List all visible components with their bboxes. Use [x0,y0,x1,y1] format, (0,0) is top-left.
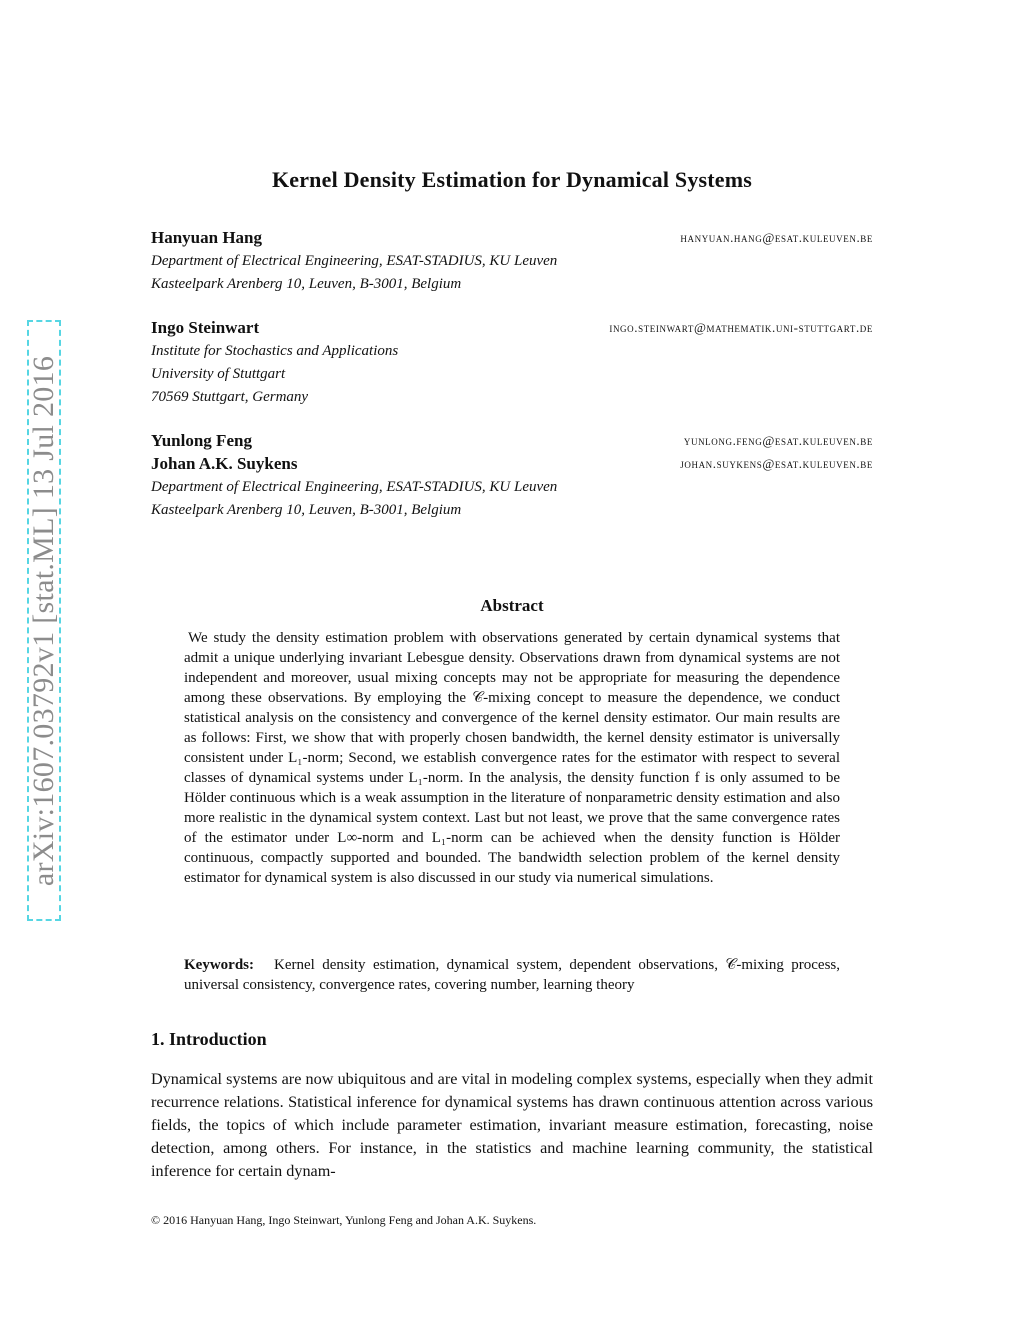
author-email[interactable]: yunlong.feng@esat.kuleuven.be [683,433,873,448]
author-email[interactable]: johan.suykens@esat.kuleuven.be [680,456,873,471]
author-row [151,454,873,476]
author-row [151,318,873,340]
keywords-text: Kernel density estimation, dynamical system, dependent observations, 𝒞-mixing process, universal consistency, convergence rates, covering number, learning theory [184,957,840,993]
arxiv-identifier: arXiv:1607.03792v1 [stat.ML] 13 Jul 2016 [27,355,60,886]
affiliation-line: 70569 Stuttgart, Germany [151,389,309,405]
affiliation [151,476,557,522]
copyright-footer: © 2016 Hanyuan Hang, Ingo Steinwart, Yunlong Feng and Johan A.K. Suykens. [151,1213,537,1227]
author-name: Yunlong Feng [151,431,252,450]
author-name: Johan A.K. Suykens [151,454,298,473]
affiliation [151,250,557,296]
affiliation-line: University of Stuttgart [151,366,286,382]
author-email[interactable]: hanyuan.hang@esat.kuleuven.be [680,230,873,245]
author-row [151,228,873,250]
abstract-text: We study the density estimation problem with observations generated by certain dynamical systems that admit a unique underlying invariant Lebesgue density. Observations drawn from dynamical systems are not independent and moreover, usual mixing concepts may not be appropriate for measuring the dependence among these observations. By employing the 𝒞-mixing concept to measure the dependence, we conduct statistical analysis on the consistency and convergence of the kernel density estimator. Our main results are as follows: First, we show that with properly chosen bandwidth, the kernel density estimator is universally consistent under L₁-norm; Second, we establish convergence rates for the estimator with respect to several classes of dynamical systems under L₁-norm. In the analysis, the density function f is only assumed to be Hölder continuous which is a weak assumption in the literature of nonparametric density estimation and also more realistic in the dynamical system context. Last but not least, we prove that the same convergence rates of the estimator under L∞-norm and L₁-norm can be achieved when the density function is Hölder continuous, compactly supported and bounded. The bandwidth selection problem of the kernel density estimator for dynamical system is also discussed in our study via numerical simulations. [184,630,840,886]
author-name: Hanyuan Hang [151,228,263,247]
paper-title: Kernel Density Estimation for Dynamical Systems [271,167,753,192]
keywords [184,955,840,995]
affiliation [151,340,398,409]
affiliation-line: Kasteelpark Arenberg 10, Leuven, B-3001, Belgium [151,276,462,292]
author-name: Ingo Steinwart [151,318,260,337]
affiliation-line: Department of Electrical Engineering, ESAT-STADIUS, KU Leuven [151,253,558,269]
arxiv-stamp [27,320,61,921]
author-row [151,431,873,453]
affiliation-line: Department of Electrical Engineering, ESAT-STADIUS, KU Leuven [151,479,558,495]
keywords-label: Keywords: [184,957,254,973]
introduction-text: Dynamical systems are now ubiquitous and are vital in modeling complex systems, especially when they admit recurrence relations. Statistical inference for dynamical systems has drawn continuous attention across various fields, the topics of which include parameter estimation, invariant measure estimation, forecasting, noise detection, among others. For instance, in the statistics and machine learning community, the statistical inference for certain dynam- [151,1070,873,1180]
affiliation-line: Institute for Stochastics and Applications [151,343,399,359]
affiliation-line: Kasteelpark Arenberg 10, Leuven, B-3001, Belgium [151,502,462,518]
section-heading-introduction: 1. Introduction [151,1029,267,1049]
abstract-heading: Abstract [480,596,544,615]
author-email[interactable]: ingo.steinwart@mathematik.uni-stuttgart.de [609,320,873,335]
